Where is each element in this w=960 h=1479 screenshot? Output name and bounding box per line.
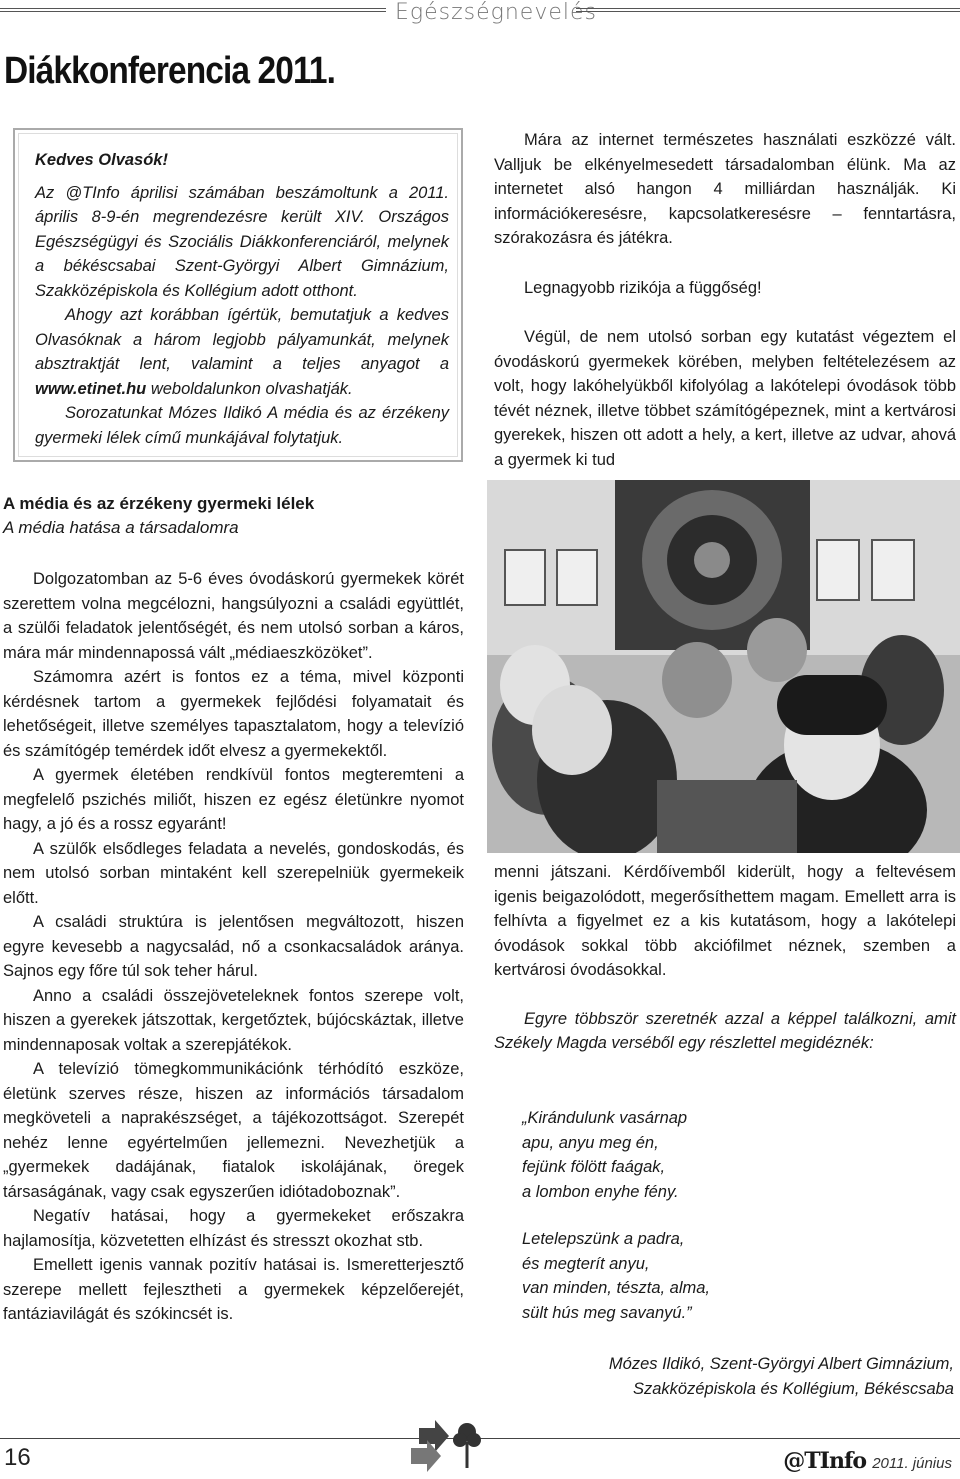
intro-box bbox=[13, 128, 463, 462]
intro-website-link[interactable]: www.etinet.hu bbox=[35, 379, 147, 398]
signature-line: Mózes Ildikó, Szent-Györgyi Albert Gimnázium, bbox=[608, 1355, 954, 1373]
intro-paragraph-2 bbox=[35, 303, 449, 401]
poem bbox=[522, 1106, 710, 1348]
left-paragraph: Emellett igenis vannak pozitív hatásai is. Ismeretterjesztő szerepe mellett fejlesztheti a gyermekek képzelőerejét, fantáziavilágát és szókincsét is. bbox=[3, 1256, 464, 1323]
left-paragraph: A szülők elsődleges feladata a nevelés, gondoskodás, és nem utolsó sorban mintaként kell szerepelniük gyermekeik előtt. bbox=[3, 839, 464, 907]
brand-logo: @TInfo bbox=[783, 1448, 867, 1474]
left-paragraph: Anno a családi összejöveteleknek fontos szerepe volt, hiszen a gyerekek játszottak, kergetőztek, bújócskáztak, illetve mindennaposak voltak a szerepjátékok. bbox=[3, 986, 464, 1054]
header-rule-right bbox=[576, 8, 960, 12]
left-paragraph: Dolgozatomban az 5-6 éves óvodáskorú gyermekek körét szerettem volna megcélozni, hangsúlyozni a családi együttlét, a szülői feladatok jelentőségét, és nem utolsó sorban a káros, mára már mindennapossá vált „médiaeszközöket”. bbox=[3, 570, 464, 662]
left-paragraph: A televízió tömegkommunikációnk térhódító eszköze, életünk szerves része, hiszen az információs társadalom megköveteli a naprakészséget, a tájékozottságot. Szerepét nehéz lenne egyértelműen jellemezni. Nevezhetjük a „gyermekek dadájának, fiatalok iskolájának, öregek társaságának, vagy csak egyszerűen idiótadoboznak”. bbox=[3, 1060, 464, 1201]
article-title: A média és az érzékeny gyermeki lélek bbox=[3, 494, 315, 513]
poem-line: van minden, tészta, alma, bbox=[522, 1279, 711, 1297]
section-label: Egészségnevelés bbox=[395, 0, 597, 25]
issue-date: 2011. június bbox=[872, 1455, 952, 1472]
poem-line: Letelepszünk a padra, bbox=[522, 1230, 685, 1248]
intro-p1-start: Az bbox=[35, 183, 66, 202]
right-bottom-column bbox=[494, 860, 956, 1056]
signature-line: Szakközépiskola és Kollégium, Békéscsaba bbox=[632, 1379, 954, 1398]
conference-photo-illustration bbox=[487, 480, 960, 853]
footer-brand bbox=[783, 1448, 952, 1474]
header-rule-left bbox=[0, 8, 386, 12]
left-paragraph: Számomra azért is fontos ez a téma, mivel központi kérdésnek tartom a gyermekek fejlődési folyamatait és lehetőségeit, illetve személyes tapasztalatom, hogy a televízió és számítógép temérdek időt elvesz a gyermekektől. bbox=[3, 668, 464, 760]
poem-line: „Kirándulunk vasárnap bbox=[522, 1109, 688, 1127]
left-paragraph: A gyermek életében rendkívül fontos megteremteni a megfelelő pszichés miliőt, hiszen ez egész életünkre nyomot hagy, a jó és a rossz egyaránt! bbox=[3, 766, 464, 833]
right-top-paragraph-3: Végül, de nem utolsó sorban egy kutatást végeztem el óvodáskorú gyermekek körében, melyben feltételezésem az volt, hogy lakóhelyükből kifolyólag a lakótelepi óvodások több tévét néznek, illetve többet számítógépeznek, mint a kertvárosi gyerekek, hiszen ott adott a hely, a kert, illetve az udvar, ahová a gyermek ki tud bbox=[494, 328, 956, 469]
intro-paragraph-3: Sorozatunkat Mózes Ildikó A média és az érzékeny gyermeki lélek című munkájával folytatjuk. bbox=[35, 404, 449, 447]
right-bottom-paragraph-2: Egyre többször szeretnék azzal a képpel találkozni, amit Székely Magda verséből egy részlettel megidéznék: bbox=[494, 1009, 956, 1052]
poem-stanza-1 bbox=[522, 1106, 710, 1204]
intro-p2-rest: weboldalunkon olvashatják. bbox=[146, 379, 353, 398]
left-column bbox=[3, 567, 464, 1327]
footer-emblem-icon bbox=[405, 1418, 485, 1474]
intro-brand: @TInfo bbox=[65, 183, 120, 202]
page-title: Diákkonferencia 2011. bbox=[4, 50, 336, 92]
right-bottom-paragraph-1: menni játszani. Kérdőívemből kiderült, hogy a feltevésem igenis beigazolódott, megerősíthettem magam. Emellett arra is felhívta a figyelmet ez a kis kutatásom, hogy a lakótelepi óvodások sokkal több akciófilmet néznek, szemben a kertvárosi óvodásokkal. bbox=[494, 863, 956, 979]
intro-p2-start: Ahogy azt korábban ígértük, bemutatjuk a kedves Olvasóknak a három legjobb pályamunkát, melynek absztraktját lent, valamint a teljes anyagot a bbox=[35, 306, 449, 373]
intro-paragraph-1 bbox=[35, 181, 449, 304]
article-subtitle: A média hatása a társadalomra bbox=[3, 518, 239, 537]
poem-stanza-2 bbox=[522, 1227, 710, 1325]
poem-line: apu, anyu meg én, bbox=[522, 1133, 659, 1152]
author-signature bbox=[609, 1352, 954, 1401]
conference-photo bbox=[487, 480, 960, 853]
poem-line: fejünk fölött faágak, bbox=[522, 1158, 666, 1176]
poem-line: sült hús meg savanyú.” bbox=[522, 1303, 692, 1322]
poem-line: a lombon enyhe fény. bbox=[522, 1182, 679, 1201]
left-paragraph: A családi struktúra is jelentősen megváltozott, hiszen egyre kevesebb a nagycsalád, nő a csonkacsaládok aránya. Sajnos egy főre túl sok teher hárul. bbox=[3, 913, 464, 980]
right-top-column bbox=[494, 128, 956, 472]
poem-line: és megterít anyu, bbox=[522, 1254, 650, 1273]
right-top-paragraph-1: Mára az internet természetes használati eszközzé vált. Valljuk be elkényelmesedett társadalomban élünk. Ma az internetet alsó hangon 4 milliárdan használják. Ki információkeresésre, kapcsolatkeresésre – fenntartásra, szórakozásra és játékra. bbox=[494, 131, 956, 247]
right-top-paragraph-2: Legnagyobb rizikója a függőség! bbox=[524, 278, 762, 297]
left-paragraph: Negatív hatásai, hogy a gyermekeket erőszakra hajlamosítja, közvetetten elhízást és stresszt okozhat stb. bbox=[3, 1207, 464, 1250]
intro-p1-rest: áprilisi számában beszámoltunk a 2011. április 8-9-én megrendezésre került XIV. Országos Egészségügyi és Szociális Diákkonferenciáról, melynek a békéscsabai Szent-Györgyi Albert Gimnázium, Szakközépiskola és Kollégium adott otthont. bbox=[35, 183, 450, 300]
page-number: 16 bbox=[4, 1444, 31, 1471]
intro-greeting: Kedves Olvasók! bbox=[35, 151, 168, 169]
intro-text bbox=[35, 148, 449, 450]
